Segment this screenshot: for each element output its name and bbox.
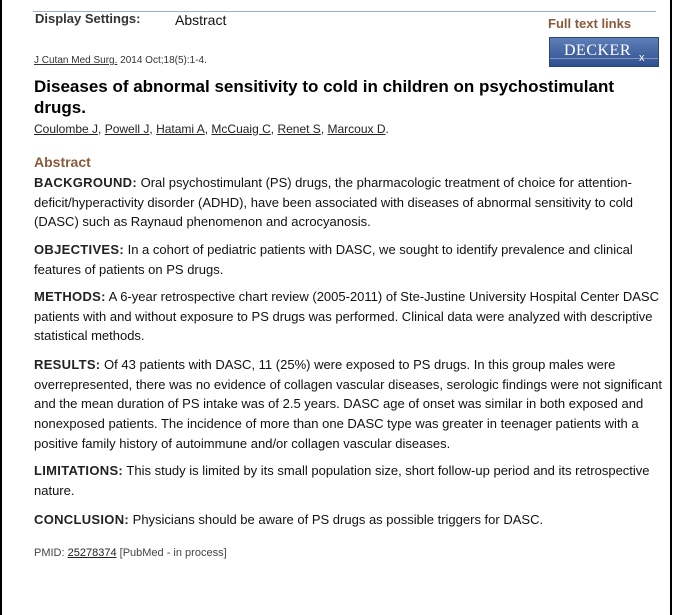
- author-link[interactable]: Coulombe J: [34, 122, 99, 136]
- section-text: Oral psychostimulant (PS) drugs, the pharmacologic treatment of choice for attention-deficit/hyperactivity disorder (ADHD), have been associated with diseases of abnormal sensitivity to cold (DASC) such as Raynaud phenomenon and acrocyanosis.: [34, 175, 633, 230]
- full-text-links-heading: Full text links: [548, 16, 632, 31]
- abstract-section-methods: [34, 287, 666, 346]
- abstract-heading: Abstract: [34, 154, 91, 170]
- author-list: Coulombe J, Powell J, Hatami A, McCuaig C, Renet S, Marcoux D.: [34, 122, 389, 136]
- pmid-line: [34, 547, 227, 559]
- section-text: Of 43 patients with DASC, 11 (25%) were exposed to PS drugs. In this group males were overrepresented, there was no evidence of collagen vascular diseases, serologic findings were not significant and the mean duration of PS intake was of 2.5 years. DASC age of onset was similar in both exposed and nonexposed patients. The incidence of more than one DASC type was greater in teenager patients with a positive family history of autoimmune and/or collagen vascular diseases.: [34, 357, 662, 451]
- window-border-left: [0, 0, 2, 615]
- decker-full-text-link[interactable]: [549, 37, 659, 67]
- section-label: RESULTS:: [34, 357, 101, 372]
- pmid-label: PMID:: [34, 547, 68, 559]
- section-label: OBJECTIVES:: [34, 242, 124, 257]
- author-link[interactable]: Powell J: [104, 122, 150, 136]
- display-settings-label[interactable]: Display Settings:: [35, 11, 141, 26]
- author-link[interactable]: Renet S: [277, 122, 321, 136]
- section-label: LIMITATIONS:: [34, 463, 124, 478]
- section-label: BACKGROUND:: [34, 175, 137, 190]
- abstract-section-background: [34, 173, 666, 232]
- display-settings-value[interactable]: Abstract: [175, 12, 227, 28]
- author-link[interactable]: McCuaig C: [211, 122, 271, 136]
- section-label: CONCLUSION:: [34, 512, 130, 527]
- window-border-right: [670, 0, 672, 615]
- section-text: Physicians should be aware of PS drugs as possible triggers for DASC.: [129, 512, 544, 527]
- decker-logo: DECKER: [564, 42, 631, 59]
- pmid-link[interactable]: 25278374: [67, 547, 117, 559]
- abstract-section-objectives: [34, 240, 666, 279]
- abstract-section-results: [34, 355, 666, 454]
- decker-logo-mark: x: [639, 52, 645, 64]
- author-link[interactable]: Marcoux D: [327, 122, 386, 136]
- abstract-section-limitations: [34, 461, 666, 500]
- section-text: In a cohort of pediatric patients with DASC, we sought to identify prevalence and clinical features of patients on PS drugs.: [34, 242, 633, 277]
- article-title: Diseases of abnormal sensitivity to cold in children on psychostimulant drugs.: [34, 77, 615, 117]
- section-text: A 6-year retrospective chart review (2005-2011) of Ste-Justine University Hospital Center DASC patients with and without exposure to PS drugs was performed. Clinical data were analyzed with descriptive statistical methods.: [34, 289, 659, 344]
- journal-link[interactable]: J Cutan Med Surg.: [34, 55, 118, 66]
- section-text: This study is limited by its small population size, short follow-up period and its retrospective nature.: [34, 463, 650, 498]
- abstract-section-conclusion: [34, 510, 666, 530]
- section-label: METHODS:: [34, 289, 106, 304]
- author-link[interactable]: Hatami A: [156, 122, 205, 136]
- citation: [34, 55, 207, 66]
- citation-details: 2014 Oct;18(5):1-4.: [117, 55, 207, 66]
- pmid-status: [PubMed - in process]: [116, 547, 227, 559]
